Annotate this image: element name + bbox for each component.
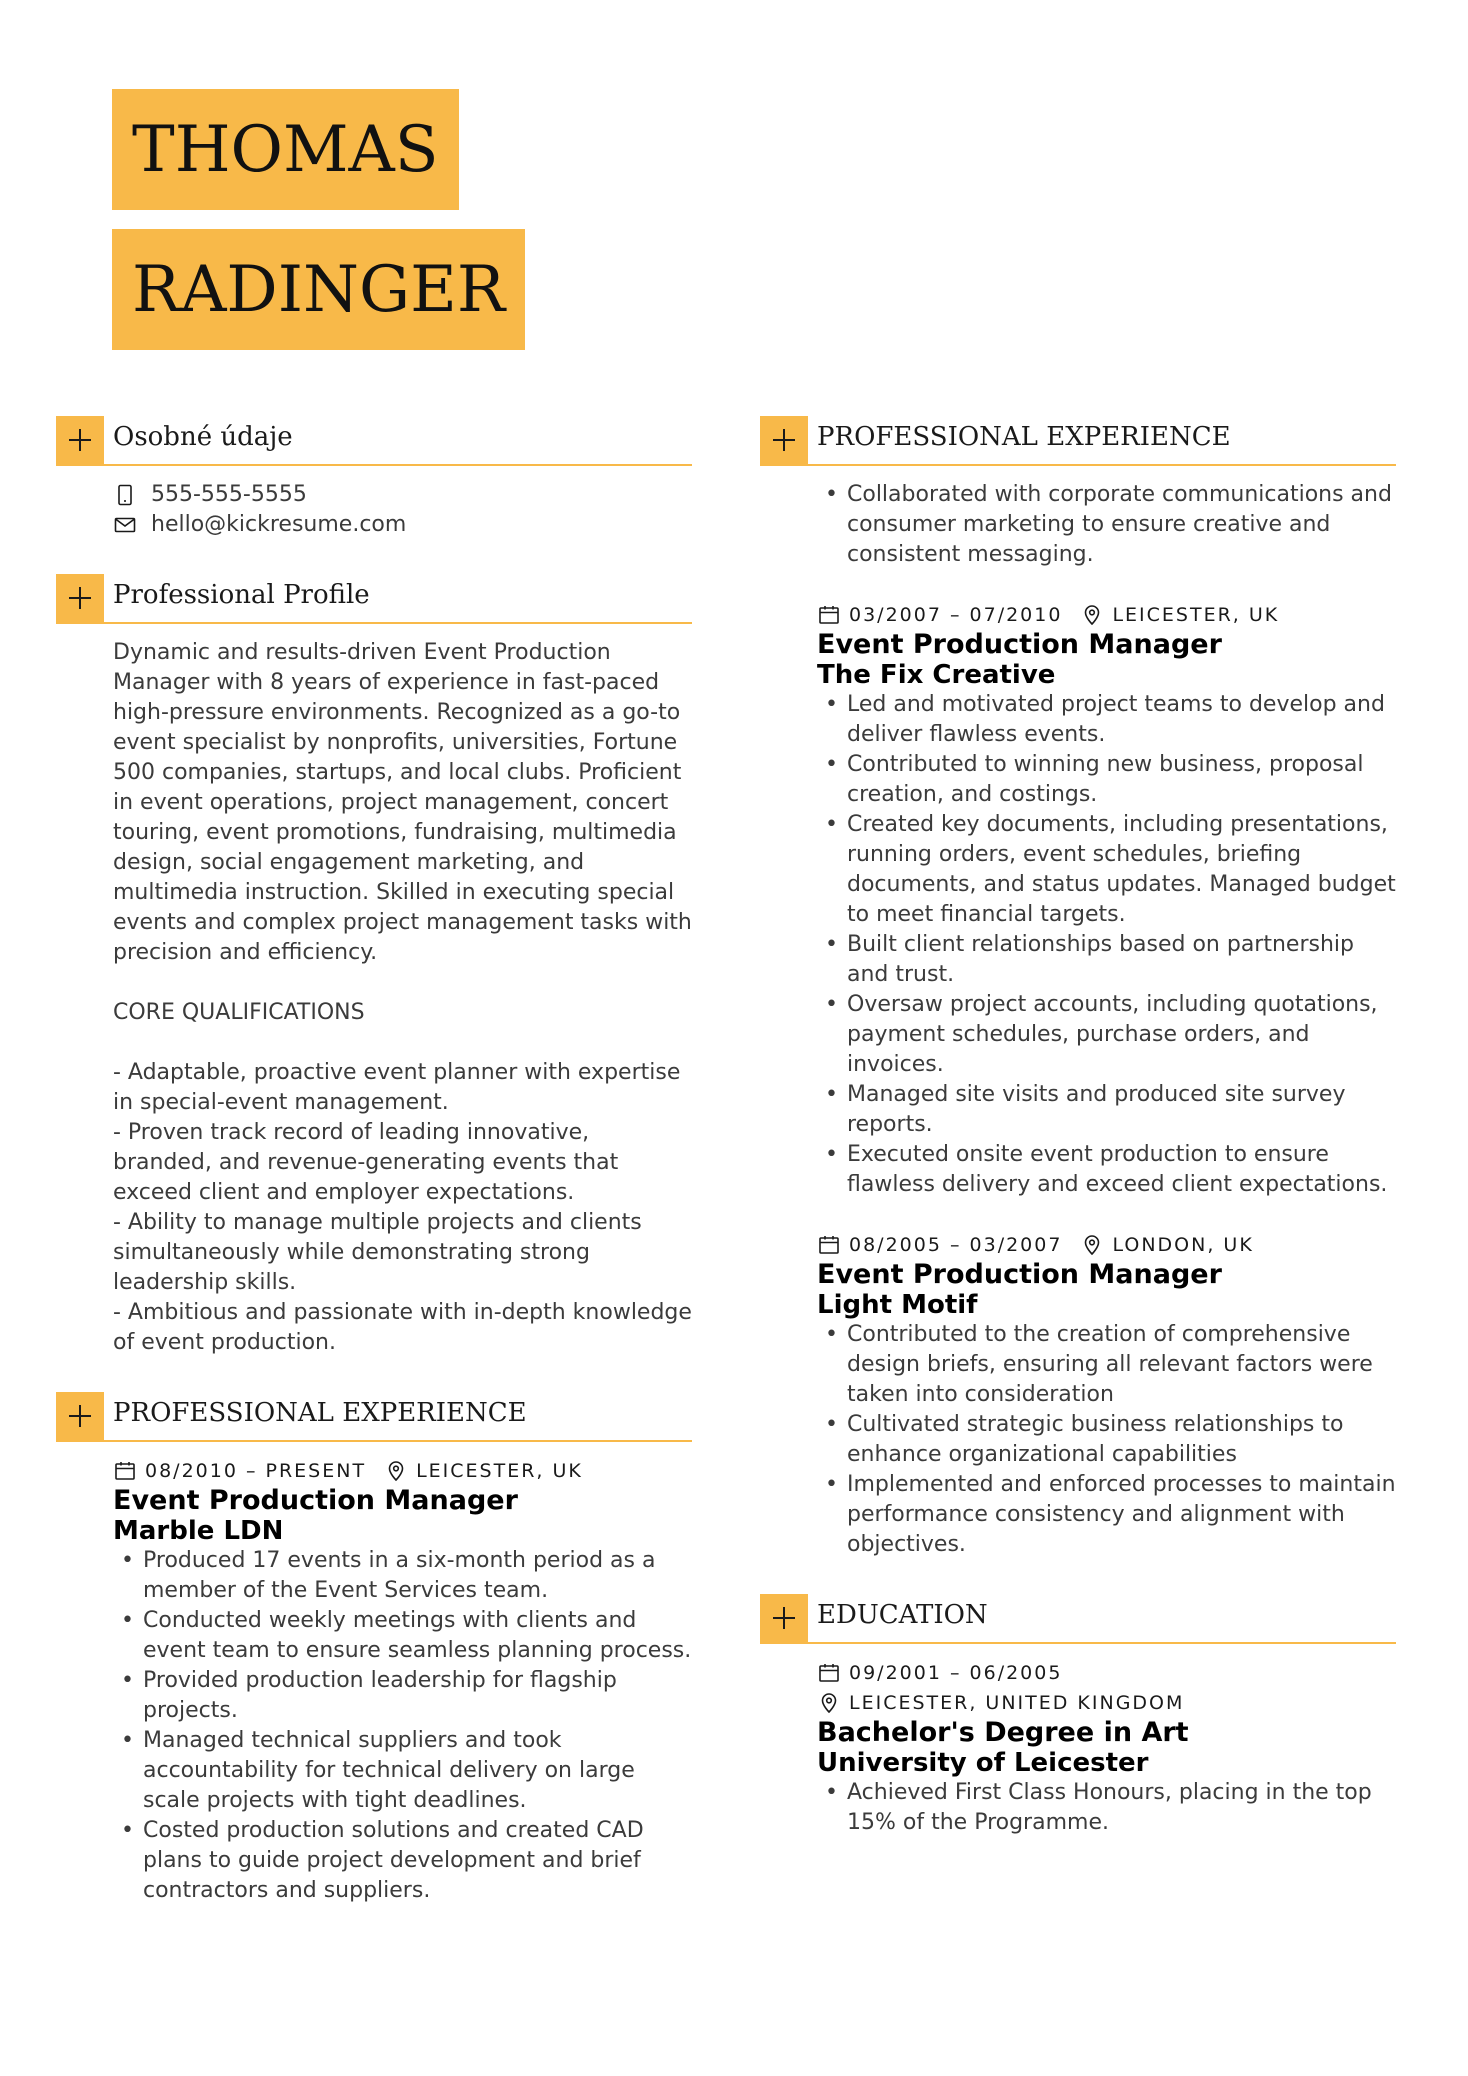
phone-icon: [113, 483, 137, 507]
company-name: The Fix Creative: [817, 660, 1056, 690]
continued-bullets: [817, 480, 1396, 570]
list-item: • Contributed to the creation of comprehensive design briefs, ensuring all relevant factors were taken into consideration: [817, 1320, 1396, 1410]
list-item: • Provided production leadership for flagship projects.: [113, 1666, 692, 1726]
list-item: • Oversaw project accounts, including quotations, payment schedules, purchase orders, and invoices.: [817, 990, 1396, 1080]
list-item: • Collaborated with corporate communications and consumer marketing to ensure creative and consistent messaging.: [817, 480, 1396, 570]
first-name: THOMAS: [112, 89, 459, 210]
calendar-icon: [817, 603, 841, 627]
calendar-icon: [817, 1233, 841, 1257]
section-title: Osobné údaje: [113, 422, 293, 452]
email-row: [113, 510, 692, 540]
job-bullets: [817, 1320, 1396, 1560]
school: University of Leicester: [817, 1748, 1149, 1778]
job-title: Event Production Manager: [817, 629, 1222, 660]
personal-info-section: [56, 416, 692, 540]
section-title: EDUCATION: [817, 1600, 988, 1630]
company-name: Light Motif: [817, 1290, 978, 1320]
phone-row: [113, 480, 692, 510]
list-item: • Conducted weekly meetings with clients and event team to ensure seamless planning process.: [113, 1606, 692, 1666]
job-bullets: [113, 1546, 692, 1906]
plus-icon: [760, 416, 808, 464]
job-entry: [113, 1456, 692, 1906]
qualification-item: - Adaptable, proactive event planner with expertise in special-event management.: [113, 1060, 688, 1115]
qualification-item: - Ambitious and passionate with in-depth knowledge of event production.: [113, 1300, 699, 1355]
list-item: • Managed technical suppliers and took accountability for technical delivery on large scale projects with tight deadlines.: [113, 1726, 692, 1816]
list-item: • Achieved First Class Honours, placing in the top 15% of the Programme.: [817, 1778, 1396, 1838]
right-column: [760, 416, 1396, 1872]
job-dates: 03/2007 – 07/2010: [849, 604, 1063, 626]
last-name: RADINGER: [112, 229, 525, 350]
qualification-item: - Ability to manage multiple projects and clients simultaneously while demonstrating strong leadership skills.: [113, 1210, 649, 1295]
job-location: LEICESTER, UK: [416, 1460, 583, 1482]
education-dates: [817, 1658, 1396, 1688]
profile-summary: Dynamic and results-driven Event Production Manager with 8 years of experience in fast-paced high-pressure environments. Recognized as a go-to event specialist by nonprofits, universities, Fortune 500 companies, startups, and local clubs. Proficient in event operations, project management, concert touring, event promotions, fundraising, multimedia design, social engagement marketing, and multimedia instruction. Skilled in executing special events and complex project management tasks with precision and efficiency.: [113, 640, 699, 965]
location-pin-icon: [384, 1459, 408, 1483]
plus-icon: [760, 1594, 808, 1642]
list-item: • Costed production solutions and created CAD plans to guide project development and brief contractors and suppliers.: [113, 1816, 692, 1906]
email-address: hello@kickresume.com: [151, 512, 407, 537]
calendar-icon: [817, 1661, 841, 1685]
education-location: [817, 1688, 1396, 1718]
section-title: PROFESSIONAL EXPERIENCE: [113, 1398, 527, 1428]
job-dates: 08/2010 – PRESENT: [145, 1460, 367, 1482]
list-item: • Contributed to winning new business, proposal creation, and costings.: [817, 750, 1396, 810]
list-item: • Led and motivated project teams to develop and deliver flawless events.: [817, 690, 1396, 750]
job-meta: [817, 1230, 1396, 1260]
job-entry: [817, 1230, 1396, 1560]
job-entry: [817, 600, 1396, 1200]
section-header: [56, 1392, 692, 1442]
education-date-range: 09/2001 – 06/2005: [849, 1662, 1063, 1684]
company-name: Marble LDN: [113, 1516, 284, 1546]
list-item: • Cultivated strategic business relationships to enhance organizational capabilities: [817, 1410, 1396, 1470]
job-location: LEICESTER, UK: [1112, 604, 1280, 626]
location-pin-icon: [1080, 603, 1104, 627]
list-item: • Implemented and enforced processes to maintain performance consistency and alignment with objectives.: [817, 1470, 1396, 1560]
profile-section: [56, 574, 699, 1358]
job-dates: 08/2005 – 03/2007: [849, 1234, 1063, 1256]
degree: Bachelor's Degree in Art: [817, 1717, 1189, 1748]
plus-icon: [56, 416, 104, 464]
section-header: [760, 416, 1396, 466]
experience-section-left: [56, 1392, 692, 1906]
list-item: • Created key documents, including presentations, running orders, event schedules, briefing documents, and status updates. Managed budget to meet financial targets.: [817, 810, 1396, 930]
list-item: • Managed site visits and produced site survey reports.: [817, 1080, 1396, 1140]
location-pin-icon: [817, 1691, 841, 1715]
qualification-item: - Proven track record of leading innovative, branded, and revenue-generating events that exceed client and employer expectations.: [113, 1120, 626, 1205]
job-title: Event Production Manager: [113, 1485, 518, 1516]
email-icon: [113, 513, 137, 537]
left-column: [56, 416, 699, 1940]
section-header: [56, 574, 692, 624]
section-header: [56, 416, 692, 466]
list-item: • Executed onsite event production to ensure flawless delivery and exceed client expectations.: [817, 1140, 1396, 1200]
section-header: [760, 1594, 1396, 1644]
education-bullets: [817, 1778, 1396, 1838]
calendar-icon: [113, 1459, 137, 1483]
list-item: • Built client relationships based on partnership and trust.: [817, 930, 1396, 990]
job-meta: [113, 1456, 692, 1486]
job-title: Event Production Manager: [817, 1259, 1222, 1290]
education-section: [760, 1594, 1396, 1838]
qualifications-heading: CORE QUALIFICATIONS: [113, 1000, 365, 1025]
job-meta: [817, 600, 1396, 630]
list-item: • Produced 17 events in a six-month period as a member of the Event Services team.: [113, 1546, 692, 1606]
experience-section-right: [760, 416, 1396, 1560]
location-pin-icon: [1080, 1233, 1104, 1257]
plus-icon: [56, 1392, 104, 1440]
section-title: PROFESSIONAL EXPERIENCE: [817, 422, 1231, 452]
education-location-text: LEICESTER, UNITED KINGDOM: [849, 1692, 1185, 1714]
section-title: Professional Profile: [113, 580, 370, 610]
plus-icon: [56, 574, 104, 622]
job-location: LONDON, UK: [1112, 1234, 1254, 1256]
phone-number: 555-555-5555: [151, 482, 307, 507]
job-bullets: [817, 690, 1396, 1200]
